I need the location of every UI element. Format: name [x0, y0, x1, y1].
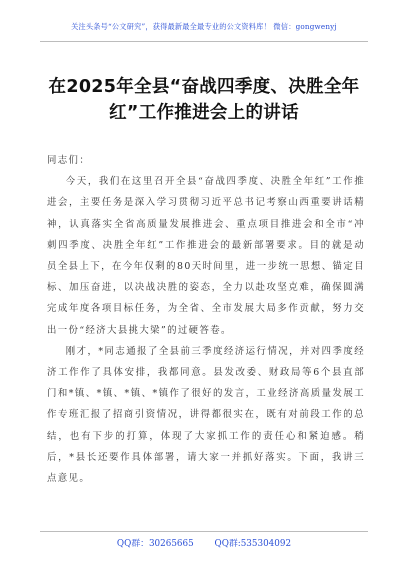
paragraph-2: 刚才，*同志通报了全县前三季度经济运行情况，并对四季度经济工作作了具体安排，我都同意。县发改委、财政局等6个县直部门和*镇、*镇、*镇、*镇作了很好的发言，工业经济高质量发展工作专班汇报了招商引资情况，讲得都很实在，既有对前段工作的总结，也有下步的打算，体现了大家抓工作的责任心和紧迫感。稍后，*县长还要作具体部署，请大家一并抓好落实。下面，我讲三点意见。 [47, 345, 365, 485]
footer-qq-group-2: QQ群:535304092 [214, 539, 292, 549]
header-divider [40, 41, 368, 42]
salutation: 同志们： [47, 155, 91, 166]
document-body [47, 150, 365, 489]
footer [0, 536, 408, 549]
document-title: 在2025年全县“奋战四季度、决胜全年红”工作推进会上的讲话 [48, 77, 360, 123]
footer-qq-group-1: QQ群：30265665 [116, 539, 194, 549]
footer-divider [40, 531, 368, 532]
header-banner: 关注头条号“公文研究”，获得最新最全最专业的公文资料库！ 微信：gongwenyj [71, 22, 337, 31]
paragraph-1: 今天，我们在这里召开全县“奋战四季度、决胜全年红”工作推进会，主要任务是深入学习贯彻习近平总书记考察山西重要讲话精神，认真落实全省高质量发展推进会、重点项目推进会和全市“冲刺四季度、决胜全年红”工作推进会的最新部署要求。目的就是动员全县上下，在今年仅剩的80天时间里，进一步统一思想、锚定目标、加压奋进，以决战决胜的姿态，全力以赴攻坚克难，确保圆满完成年度各项目标任务，为全省、全市发展大局多作贡献，努力交出一份“经济大县挑大梁”的过硬答卷。 [47, 176, 365, 336]
